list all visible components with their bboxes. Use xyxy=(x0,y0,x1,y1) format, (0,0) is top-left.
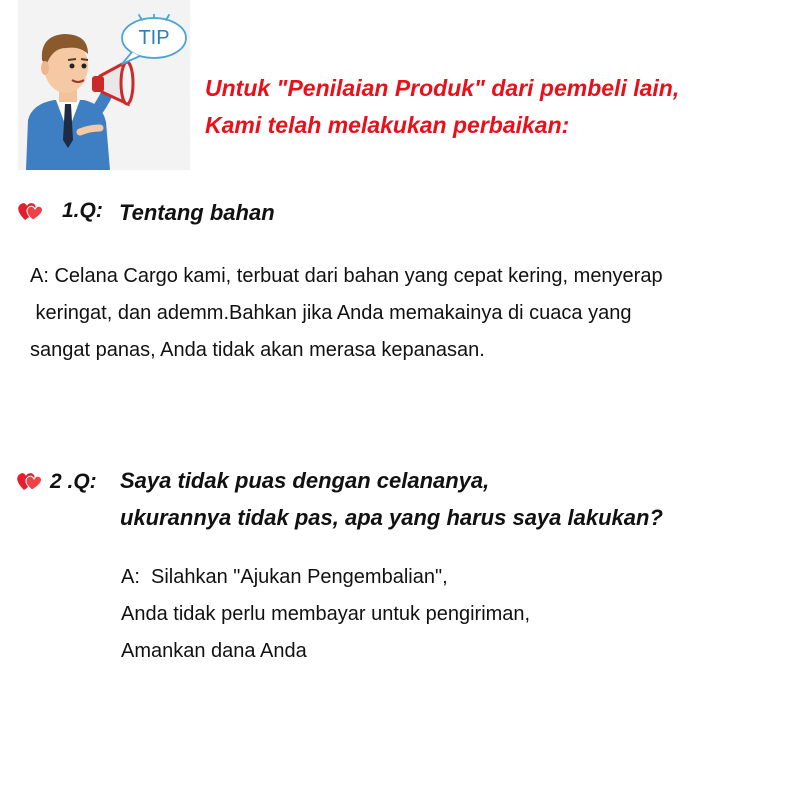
answer-2-line: Anda tidak perlu membayar untuk pengiriman, xyxy=(121,603,531,625)
answer-1 xyxy=(30,258,663,369)
speech-bubble-icon xyxy=(118,14,190,66)
question-2-line: Saya tidak puas dengan celananya, xyxy=(120,468,490,493)
question-1-line: Tentang bahan xyxy=(119,200,275,225)
answer-1-line: sangat panas, Anda tidak akan merasa kepanasan. xyxy=(30,339,485,361)
question-2-number: 2 .Q: xyxy=(50,470,97,493)
question-2-text xyxy=(120,462,663,536)
headline xyxy=(205,70,679,144)
question-1-number: 1.Q: xyxy=(62,199,103,222)
hearts-icon xyxy=(16,470,44,492)
headline-line-2: Kami telah melakukan perbaikan: xyxy=(205,112,570,138)
answer-1-line: A: Celana Cargo kami, terbuat dari bahan yang cepat kering, menyerap xyxy=(30,265,663,287)
answer-2-line: Amankan dana Anda xyxy=(121,640,307,662)
headline-line-1: Untuk "Penilaian Produk" dari pembeli lain, xyxy=(205,75,680,101)
hearts-icon xyxy=(17,200,45,222)
answer-2-line: A: Silahkan "Ajukan Pengembalian", xyxy=(121,566,448,588)
question-2-line: ukurannya tidak pas, apa yang harus saya lakukan? xyxy=(120,505,663,530)
answer-1-line: keringat, dan ademm.Bahkan jika Anda memakainya di cuaca yang xyxy=(30,302,632,324)
answer-2 xyxy=(121,559,530,670)
tip-label: TIP xyxy=(138,27,170,49)
question-1-text xyxy=(119,194,275,231)
